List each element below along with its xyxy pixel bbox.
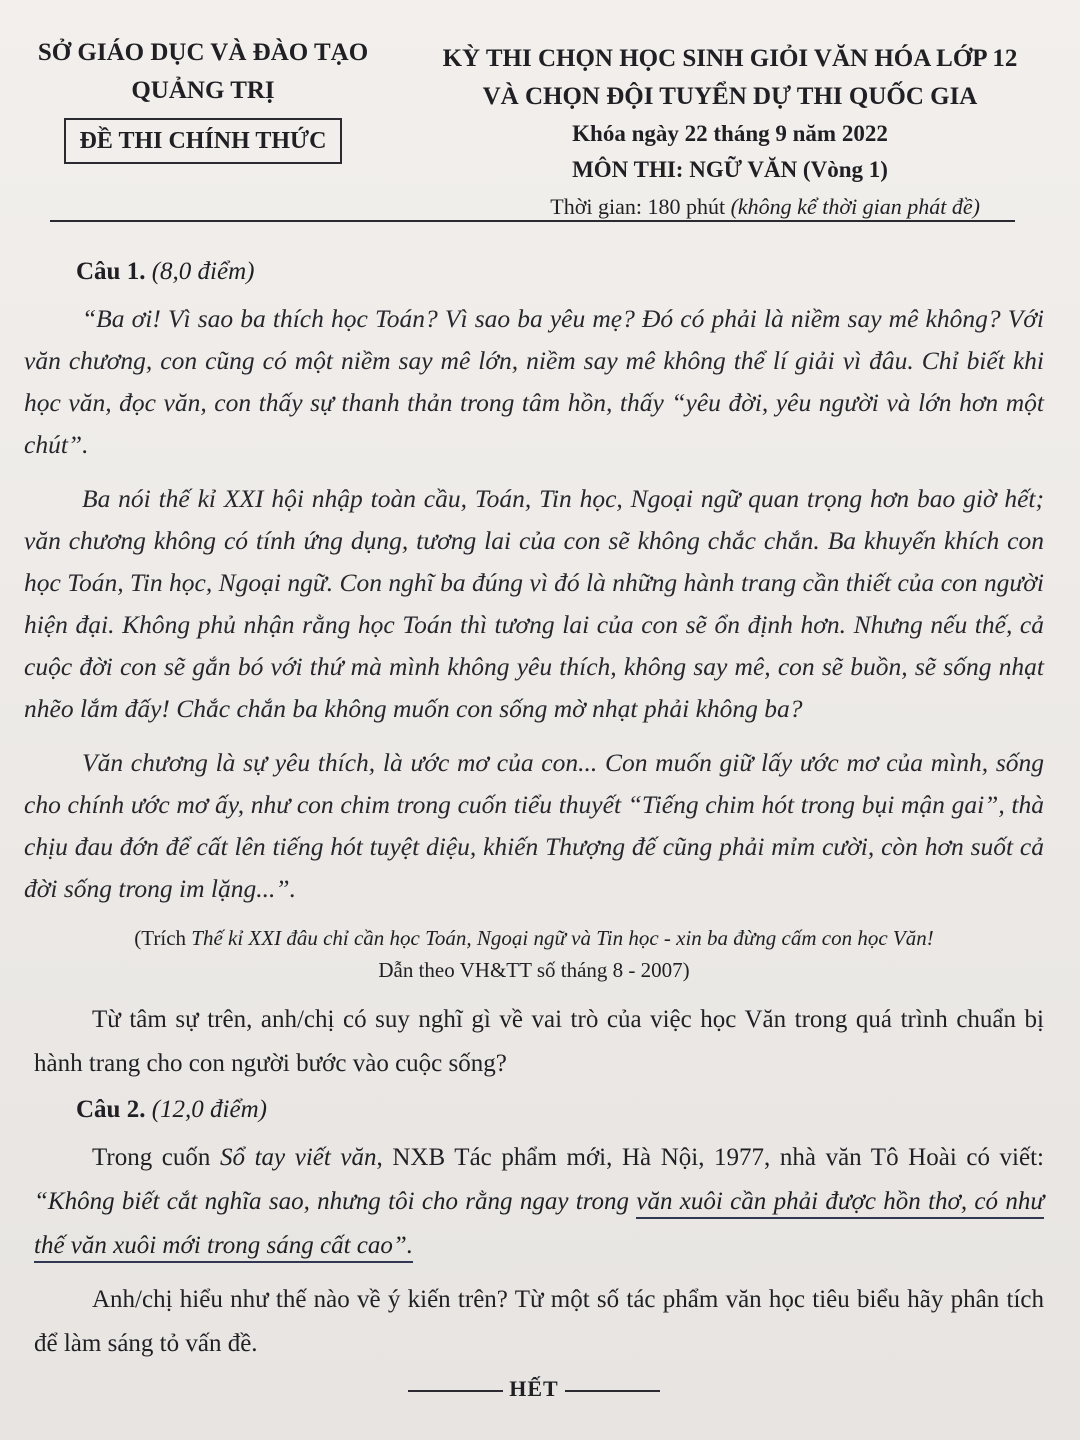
question-2-points: (12,0 điểm) bbox=[151, 1096, 267, 1123]
intro-text: Trong cuốn bbox=[92, 1144, 221, 1171]
author-quote-underlined: văn xuôi cần phải được hồn thơ, có như thế văn xuôi mới trong sáng cất cao”. bbox=[34, 1188, 1044, 1263]
question-2-quote-paragraph bbox=[34, 1136, 1044, 1268]
source-line-1 bbox=[24, 922, 1044, 954]
exam-title-line2: VÀ CHỌN ĐỘI TUYỂN DỰ THI QUỐC GIA bbox=[482, 83, 978, 110]
passage-paragraph: Văn chương là sự yêu thích, là ước mơ của con... Con muốn giữ lấy ước mơ của mình, sống cho chính ước mơ ấy, như con chim trong cuốn tiểu thuyết “Tiếng chim hót trong bụi mận gai”, thà chịu đau đớn để cất lên tiếng hót tuyệt diệu, khiến Thượng đế cũng phải mỉm cười, còn hơn suốt cả đời sống trong im lặng...”. bbox=[24, 748, 1044, 903]
question-1-passage bbox=[24, 298, 1044, 910]
duration-note: (không kể thời gian phát đề) bbox=[730, 194, 980, 219]
source-title: Thế kỉ XXI đâu chỉ cần học Toán, Ngoại ngữ và Tin học - xin ba đừng cấm con học Văn! bbox=[191, 926, 934, 950]
author-quote: “Không biết cắt nghĩa sao, nhưng tôi cho rằng ngay trong bbox=[34, 1188, 637, 1215]
question-1-title: Câu 1. bbox=[76, 258, 146, 285]
question-2-prompt: Anh/chị hiểu như thế nào về ý kiến trên? Từ một số tác phẩm văn học tiêu biểu hãy phân tích để làm sáng tỏ vấn đề. bbox=[34, 1286, 1044, 1357]
exam-content bbox=[24, 258, 1044, 1402]
source-prefix: (Trích bbox=[134, 926, 192, 950]
department-block bbox=[28, 34, 378, 164]
exam-date: Khóa ngày 22 tháng 9 năm 2022 bbox=[572, 121, 888, 146]
passage-paragraph: “Ba ơi! Vì sao ba thích học Toán? Vì sao ba yêu mẹ? Đó có phải là niềm say mê không? Với văn chương, con cũng có một niềm say mê lớn, niềm say mê không thể lí giải vì đâu. Chỉ biết khi học văn, đọc văn, con thấy sự thanh thản trong tâm hồn, thấy “yêu đời, yêu người và lớn hơn một chút”. bbox=[24, 304, 1044, 459]
source-line-2: Dẫn theo VH&TT số tháng 8 - 2007) bbox=[378, 958, 690, 982]
question-2-heading bbox=[76, 1096, 1044, 1124]
question-1-heading bbox=[76, 258, 1044, 286]
end-marker bbox=[24, 1376, 1044, 1402]
duration-label: Thời gian: 180 phút bbox=[550, 194, 726, 219]
header-divider bbox=[50, 220, 1015, 222]
exam-subject: MÔN THI: NGỮ VĂN (Vòng 1) bbox=[572, 157, 888, 182]
question-1-points: (8,0 điểm) bbox=[151, 258, 255, 285]
province-name: QUẢNG TRỊ bbox=[131, 77, 275, 104]
passage-paragraph: Ba nói thế kỉ XXI hội nhập toàn cầu, Toán, Tin học, Ngoại ngữ quan trọng hơn bao giờ hết; văn chương không có tính ứng dụng, tương lai của con sẽ không chắc chắn. Ba khuyến khích con học Toán, Tin học, Ngoại ngữ. Con nghĩ ba đúng vì đó là những hành trang cần thiết của con người hiện đại. Không phủ nhận rằng học Toán thì tương lai của con sẽ ổn định hơn. Nhưng nếu thế, cả cuộc đời con sẽ gắn bó với thứ mà mình không yêu thích, không say mê, con sẽ buồn, sẽ sống nhạt nhẽo lắm đấy! Chắc chắn ba không muốn con sống mờ nhạt phải không ba? bbox=[24, 484, 1044, 723]
passage-source bbox=[24, 922, 1044, 986]
end-dash-right bbox=[565, 1390, 660, 1392]
question-1-prompt: Từ tâm sự trên, anh/chị có suy nghĩ gì về vai trò của việc học Văn trong quá trình chuẩn bị hành trang cho con người bước vào cuộc sống? bbox=[34, 1006, 1044, 1077]
official-exam-label: ĐỀ THI CHÍNH THỨC bbox=[64, 118, 343, 164]
question-2-title: Câu 2. bbox=[76, 1096, 146, 1123]
end-dash-left bbox=[408, 1390, 503, 1392]
intro-text-cont: , NXB Tác phẩm mới, Hà Nội, 1977, nhà văn Tô Hoài có viết: bbox=[376, 1144, 1044, 1171]
end-label: HẾT bbox=[509, 1376, 559, 1401]
department-name: SỞ GIÁO DỤC VÀ ĐÀO TẠO bbox=[37, 39, 369, 66]
exam-info-block bbox=[400, 40, 1060, 226]
book-title: Sổ tay viết văn bbox=[220, 1144, 377, 1171]
exam-title-line1: KỲ THI CHỌN HỌC SINH GIỎI VĂN HÓA LỚP 12 bbox=[442, 45, 1018, 72]
